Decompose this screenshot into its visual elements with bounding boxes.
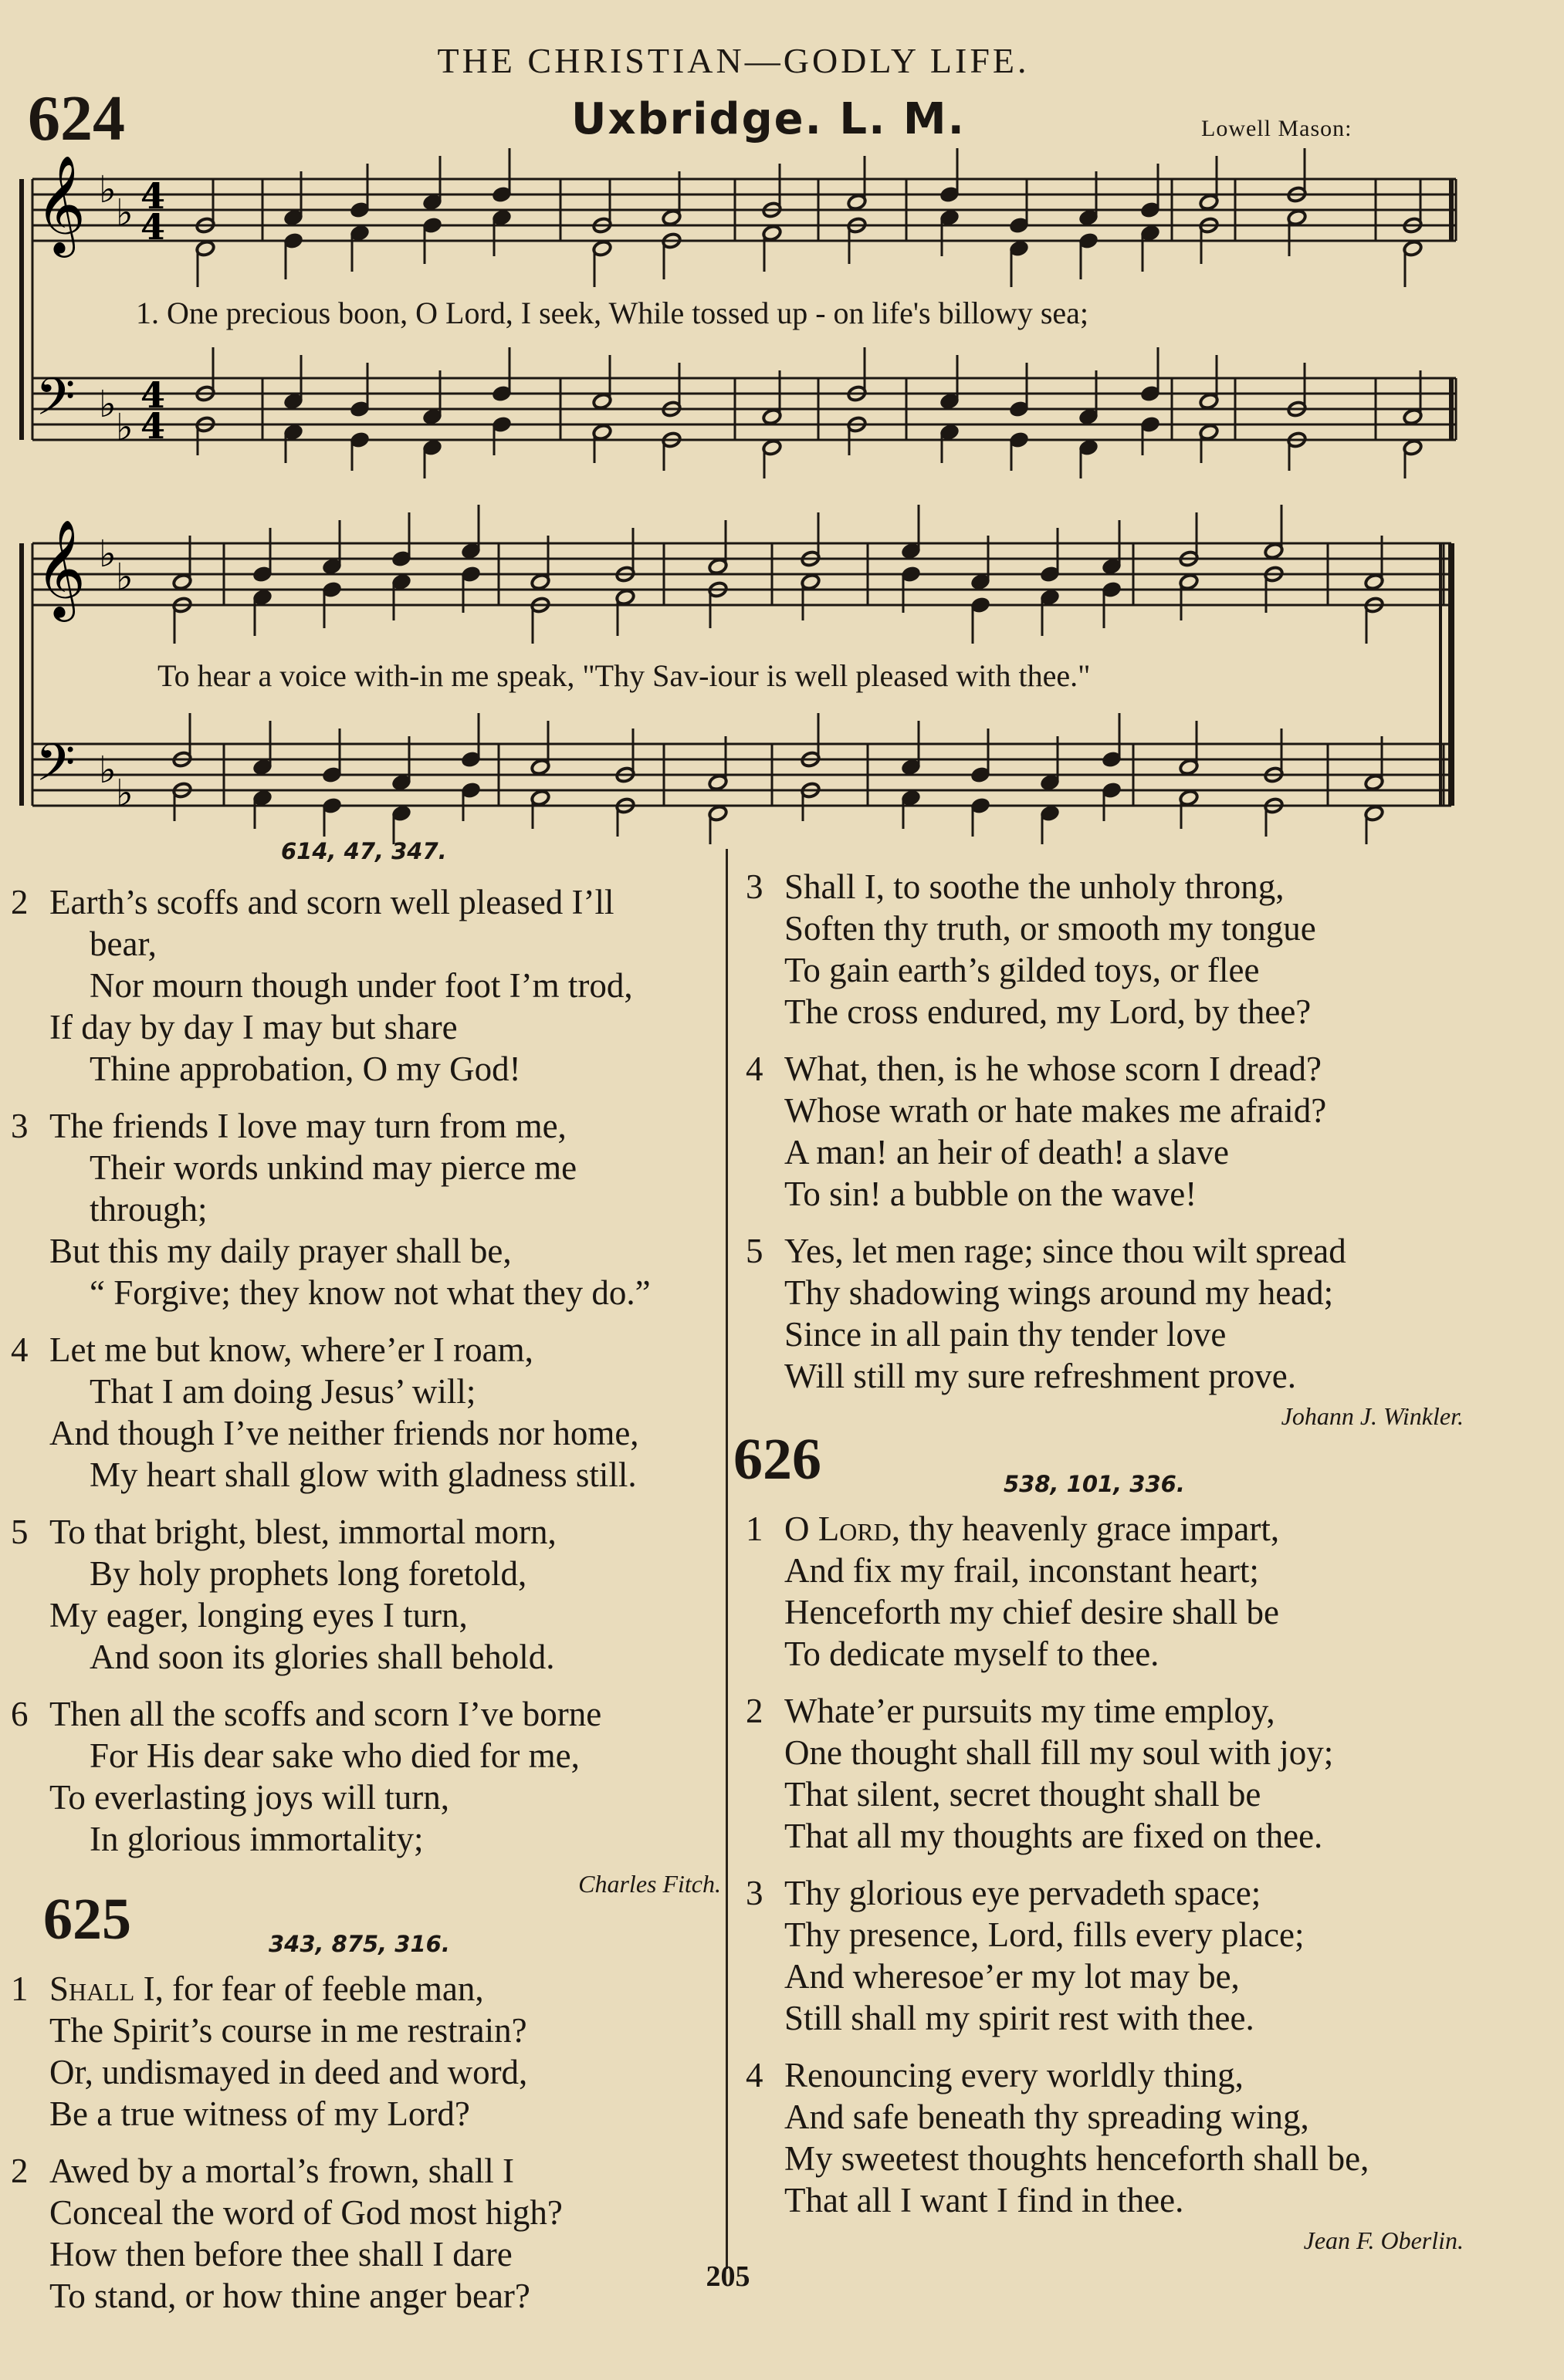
verse-line: Earth’s scoffs and scorn well pleased I’ll	[49, 883, 614, 921]
verse-line: That all my thoughts are fixed on thee.	[784, 1817, 1323, 1855]
treble-clef-icon: 𝄞	[36, 154, 86, 253]
verse-line: Soften thy truth, or smooth my tongue	[784, 909, 1316, 948]
verse-line: That silent, secret thought shall be	[784, 1775, 1261, 1814]
flat-icon: ♭	[99, 532, 117, 576]
verse-line: Or, undismayed in deed and word,	[49, 2053, 528, 2091]
verse-line: My sweetest thoughts henceforth shall be,	[784, 2139, 1369, 2178]
music-score	[0, 0, 1564, 849]
verse-line: Thy presence, Lord, fills every place;	[784, 1915, 1305, 1954]
author-626: Jean F. Oberlin.	[1303, 2226, 1464, 2254]
verse-line: What, then, is he whose scorn I dread?	[784, 1050, 1322, 1088]
verse-line: Since in all pain thy tender love	[784, 1315, 1227, 1354]
stanza	[11, 1511, 721, 1678]
time-signature-top: 4	[140, 175, 166, 217]
verse-line: To stand, or how thine anger bear?	[49, 2277, 530, 2315]
verse-line: Will still my sure refreshment prove.	[784, 1357, 1297, 1395]
verse-line: To that bright, blest, immortal morn,	[49, 1513, 557, 1551]
tune-title: Uxbridge. L. M.	[571, 94, 966, 144]
verse-line: Still shall my spirit rest with thee.	[784, 1999, 1254, 2037]
right-column	[733, 866, 1464, 2261]
verse-line: Yes, let men rage; since thou wilt spread	[784, 1232, 1346, 1270]
flat-icon: ♭	[116, 556, 134, 599]
hymn-625-header	[43, 1887, 721, 1968]
verse-line: For His dear sake who died for me,	[90, 1736, 580, 1775]
stanza-number: 2	[746, 1692, 763, 1730]
verse-line: The friends I love may turn from me,	[49, 1107, 567, 1145]
verse-line: And fix my frail, inconstant heart;	[784, 1551, 1259, 1590]
flat-icon: ♭	[116, 772, 134, 815]
verse-line: Let me but know, where’er I roam,	[49, 1330, 533, 1369]
verse-line: bear,	[90, 925, 157, 963]
verse-line: Thy glorious eye pervadeth space;	[784, 1874, 1261, 1912]
verse-line: Their words unkind may pierce me	[90, 1148, 577, 1187]
stanza	[11, 1329, 721, 1496]
verse-line: Henceforth my chief desire shall be	[784, 1593, 1279, 1631]
time-signature-top: 4	[140, 374, 166, 416]
verse-line: And though I’ve neither friends nor home,	[49, 1414, 639, 1452]
stanza	[11, 1105, 721, 1313]
stanza-number: 4	[11, 1330, 29, 1369]
stanza-number: 5	[11, 1513, 29, 1551]
left-column	[11, 830, 721, 2332]
cross-references-624: 614, 47, 347.	[281, 838, 447, 864]
treble-clef-icon: 𝄞	[36, 519, 86, 617]
time-signature-bottom: 4	[140, 206, 166, 248]
verse-line: If day by day I may but share	[49, 1008, 458, 1046]
verse-line: And safe beneath thy spreading wing,	[784, 2098, 1309, 2136]
verse-line: Thine approbation, O my God!	[90, 1050, 521, 1088]
stanza-number: 3	[746, 867, 763, 906]
verse-line: O Lord, thy heavenly grace impart,	[784, 1509, 1280, 1548]
page-number: 205	[706, 2260, 750, 2293]
hymn-625-stanzas-right	[746, 866, 1464, 1397]
hymn-number-624: 624	[28, 83, 125, 154]
verse-line: Shall I, to soothe the unholy throng,	[784, 867, 1285, 906]
stanza-number: 1	[11, 1969, 29, 2008]
verse-line: Whose wrath or hate makes me afraid?	[784, 1091, 1327, 1130]
stanza	[746, 1872, 1464, 2039]
stanza	[746, 1690, 1464, 1857]
stanza-number: 3	[746, 1874, 763, 1912]
hymn-number-626: 626	[733, 1427, 821, 1492]
running-head: THE CHRISTIAN—GODLY LIFE.	[437, 41, 1030, 80]
stanza	[746, 1508, 1464, 1675]
verse-line: Renouncing every worldly thing,	[784, 2056, 1244, 2094]
verse-line: To gain earth’s gilded toys, or flee	[784, 951, 1260, 989]
stanza-number: 4	[746, 1050, 763, 1088]
bass-clef-icon: 𝄢	[36, 733, 76, 805]
stanza	[746, 2054, 1464, 2221]
stanza-number: 4	[746, 2056, 763, 2094]
verse-line: through;	[90, 1190, 208, 1229]
verse-line: A man! an heir of death! a slave	[784, 1133, 1230, 1171]
hymn-626-stanzas	[746, 1508, 1464, 2221]
verse-line: “ Forgive; they know not what they do.”	[90, 1273, 651, 1312]
verse-line: To sin! a bubble on the wave!	[784, 1175, 1197, 1213]
stanza-number: 1	[746, 1509, 763, 1548]
verse-line: How then before thee shall I dare	[49, 2235, 513, 2274]
verse-line: Whate’er pursuits my time employ,	[784, 1692, 1275, 1730]
column-divider	[726, 849, 728, 2269]
stanza-number: 2	[11, 2152, 29, 2190]
stanza	[746, 1230, 1464, 1397]
stanza-number: 5	[746, 1232, 763, 1270]
stanza	[746, 866, 1464, 1033]
verse-line: By holy prophets long foretold,	[90, 1554, 527, 1593]
bass-clef-icon: 𝄢	[36, 367, 76, 439]
flat-icon: ♭	[116, 191, 134, 235]
stanza-number: 3	[11, 1107, 29, 1145]
lyric-line-1: 1. One precious boon, O Lord, I seek, While tossed up - on life's billowy sea;	[136, 296, 1089, 330]
verse-line: Nor mourn though under foot I’m trod,	[90, 966, 633, 1005]
verse-line: Shall I, for fear of feeble man,	[49, 1969, 484, 2008]
verse-line: Thy shadowing wings around my head;	[784, 1273, 1334, 1312]
hymn-624-stanzas	[11, 881, 721, 1860]
verse-line: Conceal the word of God most high?	[49, 2193, 563, 2232]
verse-line: That I am doing Jesus’ will;	[90, 1372, 476, 1411]
stanza	[11, 881, 721, 1090]
verse-line: The cross endured, my Lord, by thee?	[784, 992, 1312, 1031]
verse-line: But this my daily prayer shall be,	[49, 1232, 512, 1270]
verse-line: Be a true witness of my Lord?	[49, 2094, 470, 2133]
verse-line: The Spirit’s course in me restrain?	[49, 2011, 527, 2050]
verse-line: To everlasting joys will turn,	[49, 1778, 450, 1817]
flat-icon: ♭	[99, 168, 117, 211]
stanza-number: 6	[11, 1695, 29, 1733]
time-signature-bottom: 4	[140, 405, 166, 447]
author-625: Johann J. Winkler.	[1281, 1402, 1464, 1430]
lyric-line-2: To hear a voice with-in me speak, "Thy Sav-iour is well pleased with thee."	[157, 658, 1091, 693]
verse-line: My eager, longing eyes I turn,	[49, 1596, 468, 1635]
hymn-number-625: 625	[43, 1887, 131, 1952]
composer-credit: Lowell Mason:	[1201, 116, 1352, 141]
flat-icon: ♭	[99, 383, 117, 426]
verse-line: Awed by a mortal’s frown, shall I	[49, 2152, 514, 2190]
verse-line: My heart shall glow with gladness still.	[90, 1455, 637, 1494]
stanza	[11, 1693, 721, 1860]
stanza	[11, 1968, 721, 2135]
author-624: Charles Fitch.	[578, 1870, 721, 1898]
cross-references-625: 343, 875, 316.	[269, 1931, 450, 1957]
verse-line: One thought shall fill my soul with joy;	[784, 1733, 1334, 1772]
verse-line: And wheresoe’er my lot may be,	[784, 1957, 1240, 1996]
verse-line: In glorious immortality;	[90, 1820, 424, 1858]
verse-line: That all I want I find in thee.	[784, 2181, 1184, 2219]
verse-line: To dedicate myself to thee.	[784, 1635, 1159, 1673]
flat-icon: ♭	[116, 406, 134, 449]
verse-line: Then all the scoffs and scorn I’ve borne	[49, 1695, 602, 1733]
stanza	[746, 1048, 1464, 1215]
flat-icon: ♭	[99, 749, 117, 792]
verse-line: And soon its glories shall behold.	[90, 1638, 555, 1676]
hymn-626-header	[733, 1427, 1464, 1508]
stanza-number: 2	[11, 883, 29, 921]
cross-references-626: 538, 101, 336.	[1004, 1471, 1185, 1497]
